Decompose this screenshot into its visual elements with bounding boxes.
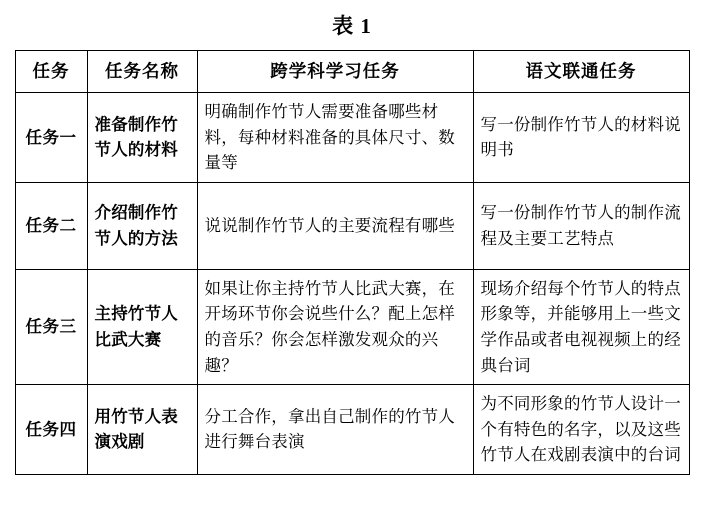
cell-interdisciplinary-task: 明确制作竹节人需要准备哪些材料，每种材料准备的具体尺寸、数量等 [197,93,473,183]
cell-task-id: 任务三 [15,269,87,384]
column-header-task-id: 任务 [15,51,87,93]
cell-chinese-link-task: 写一份制作竹节人的材料说明书 [473,93,689,183]
cell-task-id: 任务一 [15,93,87,183]
column-header-task-name: 任务名称 [87,51,197,93]
task-table [15,50,690,475]
table-header-row [15,51,689,93]
cell-chinese-link-task: 写一份制作竹节人的制作流程及主要工艺特点 [473,182,689,269]
table-caption: 表 1 [332,14,372,38]
table-row [15,182,689,269]
column-header-interdisciplinary: 跨学科学习任务 [197,51,473,93]
cell-chinese-link-task: 为不同形象的竹节人设计一个有特色的名字，以及这些竹节人在戏剧表演中的台词 [473,385,689,475]
cell-task-name: 用竹节人表演戏剧 [87,385,197,475]
table-row [15,385,689,475]
cell-interdisciplinary-task: 分工合作，拿出自己制作的竹节人进行舞台表演 [197,385,473,475]
cell-interdisciplinary-task: 说说制作竹节人的主要流程有哪些 [197,182,473,269]
cell-task-id: 任务二 [15,182,87,269]
table-row [15,93,689,183]
table-row [15,269,689,384]
cell-task-name: 准备制作竹节人的材料 [87,93,197,183]
cell-task-id: 任务四 [15,385,87,475]
cell-task-name: 介绍制作竹节人的方法 [87,182,197,269]
cell-chinese-link-task: 现场介绍每个竹节人的特点形象等，并能够用上一些文学作品或者电视视频上的经典台词 [473,269,689,384]
cell-task-name: 主持竹节人比武大赛 [87,269,197,384]
cell-interdisciplinary-task: 如果让你主持竹节人比武大赛，在开场环节你会说些什么？配上怎样的音乐？你会怎样激发观众的兴趣？ [197,269,473,384]
column-header-chinese-link: 语文联通任务 [473,51,689,93]
